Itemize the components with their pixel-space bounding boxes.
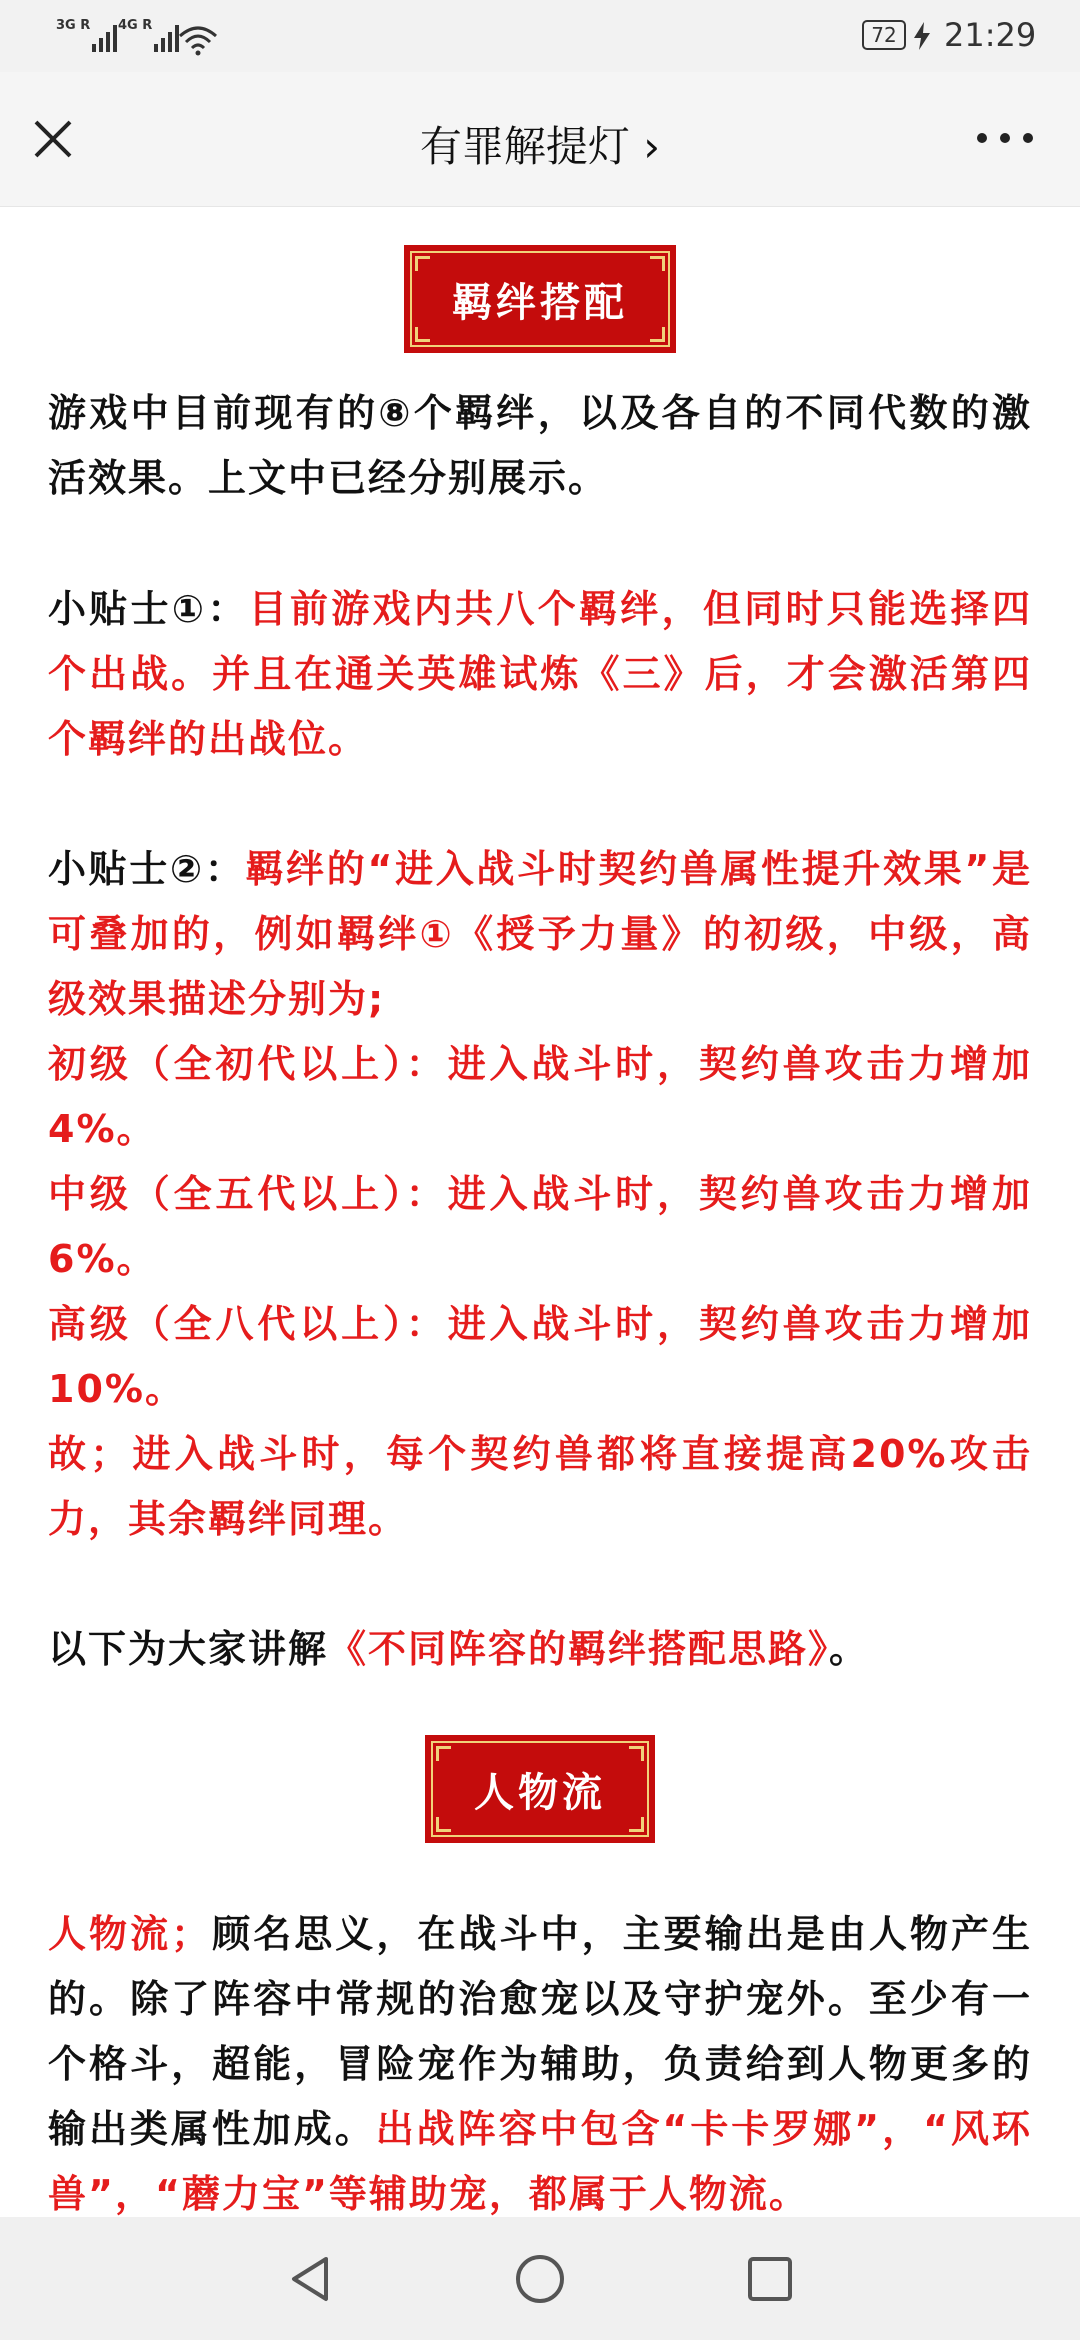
level3-line: 高级（全八代以上）：进入战斗时，契约兽攻击力增加10%。: [48, 1302, 1032, 1411]
section2-highlight: 出战阵容中包含“卡卡罗娜”，“风环兽”，“蘑力宝”等辅助宠，都属于人物流。: [48, 2107, 1032, 2216]
level1-line: 初级（全初代以上）：进入战斗时，契约兽攻击力增加4%。: [48, 1042, 1032, 1151]
status-bar: [0, 0, 1080, 72]
status-time: 21:29: [944, 16, 1037, 54]
section2-text: 顾名思义，在战斗中，主要输出是由人物产生的。除了阵容中常规的治愈宠以及守护宠外。至少有一个格斗，超能，冒险宠作为辅助，负责给到人物更多的输出类属性加成。: [48, 1912, 1032, 2151]
sim2-label: 4G R: [118, 18, 153, 33]
battery-icon: [862, 20, 906, 50]
back-triangle-icon[interactable]: [282, 2251, 338, 2307]
conclusion-paragraph: 故；进入战斗时，每个契约兽都将直接提高20%攻击力，其余羁绊同理。: [48, 1432, 1032, 1541]
more-dots-icon[interactable]: [970, 116, 1040, 160]
battery-level: 72: [871, 23, 897, 47]
signal-sim1-icon: [56, 18, 117, 52]
level2-line: 中级（全五代以上）：进入战斗时，契约兽攻击力增加6%。: [48, 1172, 1032, 1281]
lead-in-end: 。: [829, 1627, 870, 1671]
tip2-text: 羁绊的“进入战斗时契约兽属性提升效果”是可叠加的，例如羁绊①《授予力量》的初级，中级，高级效果描述分别为;: [48, 847, 1032, 1021]
tip1-paragraph: [48, 577, 1032, 772]
sim1-label: 3G R: [56, 18, 91, 33]
section-title-badge: [425, 1735, 655, 1843]
charging-icon: [912, 22, 932, 50]
section-title: 人物流: [474, 1769, 606, 1816]
page-title[interactable]: 有罪解提灯 ›: [419, 122, 661, 171]
article-content: [0, 207, 1080, 2217]
section2-term: 人物流；: [48, 1912, 212, 1956]
tip2-paragraph: [48, 837, 1032, 1032]
lead-in-text: 以下为大家讲解: [48, 1627, 329, 1671]
tip2-label: 小贴士②：: [48, 847, 246, 891]
signal-sim2-icon: [118, 18, 179, 52]
home-circle-icon[interactable]: [512, 2251, 568, 2307]
top-nav-bar: [0, 72, 1080, 207]
tip1-text: 目前游戏内共八个羁绊，但同时只能选择四个出战。并且在通关英雄试炼《三》后，才会激活第四个羁绊的出战位。: [48, 587, 1032, 761]
section2-paragraph: [48, 1902, 1032, 2217]
system-nav-bar: [0, 2217, 1080, 2340]
section-title-badge: [404, 245, 676, 353]
lead-in-highlight: 《不同阵容的羁绊搭配思路》: [328, 1627, 830, 1671]
lead-in-paragraph: [48, 1617, 1032, 1682]
wifi-icon: [176, 22, 220, 56]
intro-paragraph: 游戏中目前现有的⑧个羁绊，以及各自的不同代数的激活效果。上文中已经分别展示。: [48, 391, 1032, 500]
recents-square-icon[interactable]: [742, 2251, 798, 2307]
section-title: 羁绊搭配: [452, 279, 628, 326]
tip1-label: 小贴士①：: [48, 587, 249, 631]
